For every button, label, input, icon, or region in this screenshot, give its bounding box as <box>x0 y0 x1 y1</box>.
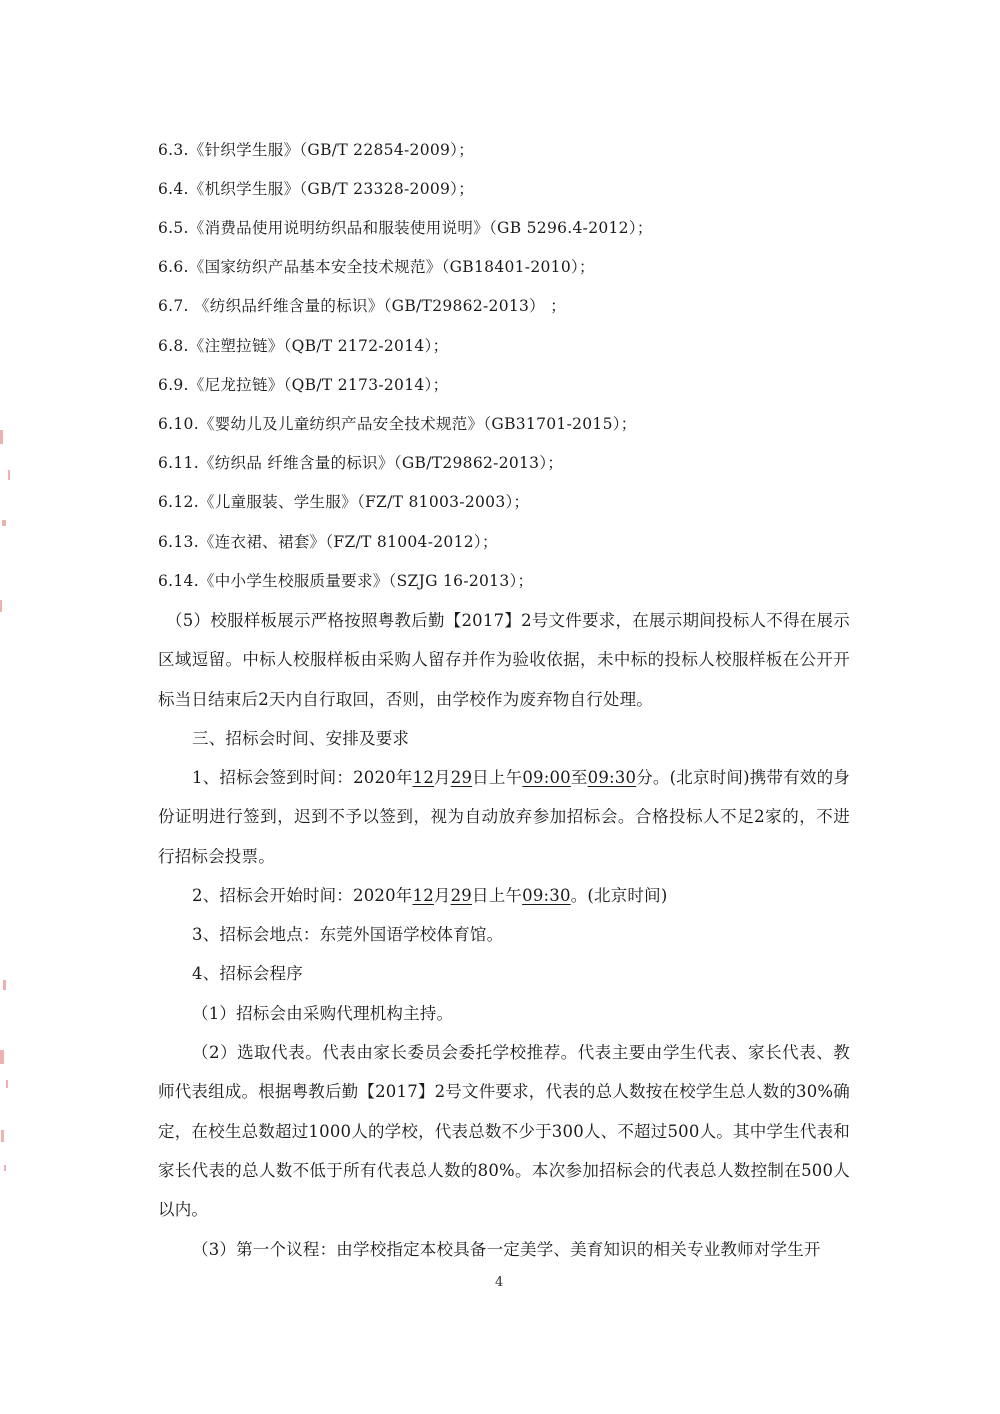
standard-item-6-13: 6.13.《连衣裙、裙套》（FZ/T 81004-2012）； <box>158 533 498 551</box>
start-month-unit: 月 <box>433 886 451 905</box>
start-time: 09:30 <box>522 886 571 905</box>
start-suffix: 。(北京时间) <box>570 886 668 905</box>
start-day: 29 <box>450 886 473 905</box>
standard-item-6-11: 6.11.《纺织品 纤维含量的标识》（GB/T29862-2013）； <box>158 454 564 472</box>
standard-item-6-10: 6.10.《婴幼儿及儿童纺织产品安全技术规范》（GB31701-2015）； <box>158 415 637 433</box>
procedure-heading: 4、招标会程序 <box>192 964 303 983</box>
start-prefix: 2、招标会开始时间：2020年 <box>192 886 413 905</box>
standard-item-6-14: 6.14.《中小学生校服质量要求》（SZJG 16-2013）； <box>158 572 534 590</box>
signin-suffix: 分。(北京时间)携带有效的身份证明进行签到，迟到不予以签到，视为自动放弃参加招标会。合格投标人不足2家的，不进行招标会投票。 <box>158 768 851 866</box>
signin-end-time: 09:30 <box>587 768 637 787</box>
procedure-item-1: （1）招标会由采购代理机构主持。 <box>192 1004 454 1023</box>
page-number: 4 <box>495 1275 504 1290</box>
standard-item-6-9: 6.9.《尼龙拉链》（QB/T 2173-2014）； <box>158 376 449 394</box>
standard-item-6-6: 6.6.《国家纺织产品基本安全技术规范》（GB18401-2010）； <box>158 258 595 276</box>
standard-item-6-12: 6.12.《儿童服装、学生服》（FZ/T 81003-2003）； <box>158 493 530 511</box>
standard-item-6-7: 6.7. 《纺织品纤维含量的标识》（GB/T29862-2013） ； <box>158 297 567 315</box>
location-paragraph: 3、招标会地点：东莞外国语学校体育馆。 <box>192 925 504 944</box>
standard-item-6-5: 6.5.《消费品使用说明纺织品和服装使用说明》（GB 5296.4-2012）； <box>158 219 653 237</box>
signin-month-unit: 月 <box>434 768 451 787</box>
signin-prefix: 1、招标会签到时间：2020年 <box>192 768 413 787</box>
start-month: 12 <box>412 886 434 905</box>
standard-item-6-3: 6.3.《针织学生服》（GB/T 22854-2009）； <box>158 141 475 159</box>
stamp-edge-marks <box>0 0 40 1414</box>
signin-month: 12 <box>412 768 435 787</box>
signin-mid: 日上午 <box>472 768 523 787</box>
start-mid: 日上午 <box>472 886 523 905</box>
signin-to: 至 <box>570 768 588 787</box>
section-heading: 三、招标会时间、安排及要求 <box>192 729 410 748</box>
signin-time-paragraph <box>158 758 850 876</box>
start-time-paragraph <box>158 876 850 915</box>
procedure-item-3: （3）第一个议程：由学校指定本校具备一定美学、美育知识的相关专业教师对学生开 <box>192 1240 821 1259</box>
standard-item-6-4: 6.4.《机织学生服》（GB/T 23328-2009）； <box>158 180 475 198</box>
procedure-item-2: （2）选取代表。代表由家长委员会委托学校推荐。代表主要由学生代表、家长代表、教师代表组成。根据粤教后勤【2017】2号文件要求，代表的总人数按在校学生总人数的30%确定，在校生总数超过1000人的学校，代表总数不少于300人、不超过500人。其中学生代表和家长代表的总人数不低于所有代表总人数的80%。本次参加招标会的代表总人数控制在500人以内。 <box>158 1043 850 1220</box>
sample-display-paragraph: （5）校服样板展示严格按照粤教后勤【2017】2号文件要求，在展示期间投标人不得在展示区域逗留。中标人校服样板由采购人留存并作为验收依据，未中标的投标人校服样板在公开开标当日结束后2天内自行取回，否则，由学校作为废弃物自行处理。 <box>158 611 850 709</box>
signin-day: 29 <box>450 768 473 787</box>
standard-item-6-8: 6.8.《注塑拉链》（QB/T 2172-2014）； <box>158 337 449 355</box>
signin-start-time: 09:00 <box>522 768 571 787</box>
